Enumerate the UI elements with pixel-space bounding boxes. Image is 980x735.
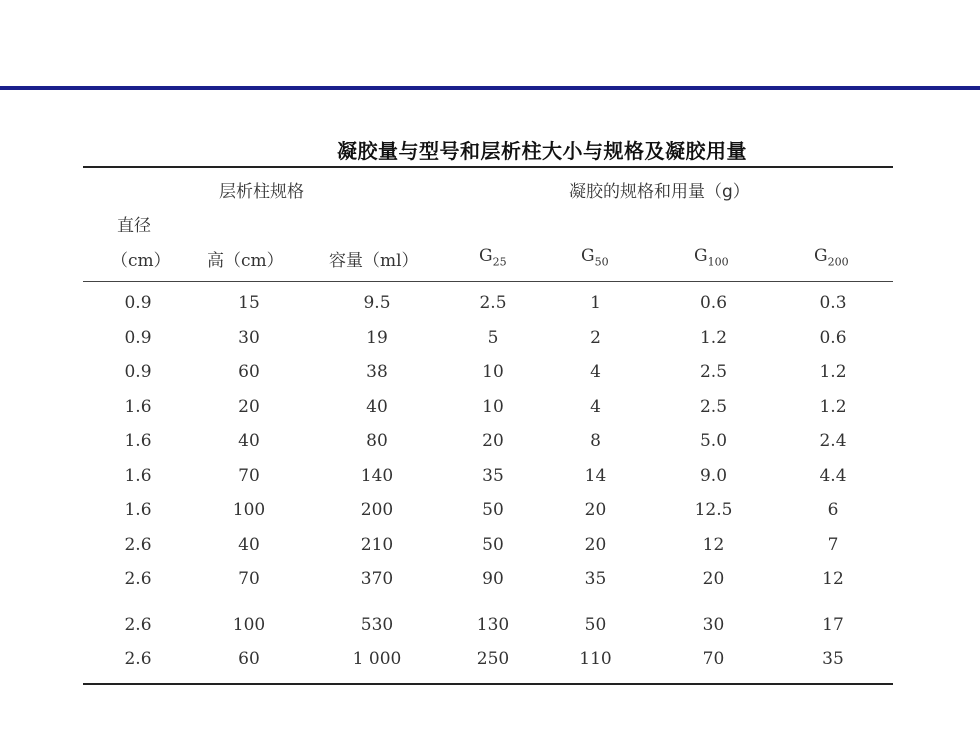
cell-height: 40 bbox=[238, 534, 260, 555]
header-g100-prefix: G bbox=[694, 246, 708, 266]
cell-g100: 20 bbox=[702, 569, 725, 590]
table-row bbox=[83, 642, 893, 677]
cell-g25: 50 bbox=[482, 534, 504, 555]
table-body bbox=[83, 282, 893, 677]
cell-height: 15 bbox=[238, 293, 260, 314]
table-row bbox=[83, 390, 893, 425]
cell-g50: 1 bbox=[590, 293, 601, 314]
cell-g50: 50 bbox=[584, 614, 607, 635]
cell-g25: 90 bbox=[482, 569, 504, 590]
cell-diameter: 1.6 bbox=[124, 500, 152, 521]
cell-height: 40 bbox=[238, 431, 260, 452]
table-bottom-rule bbox=[83, 683, 893, 685]
cell-g200: 12 bbox=[822, 569, 844, 590]
table-row bbox=[83, 424, 893, 459]
cell-diameter: 1.6 bbox=[124, 431, 152, 452]
cell-g100: 2.5 bbox=[699, 362, 728, 383]
cell-g100: 70 bbox=[702, 649, 725, 670]
cell-g100: 2.5 bbox=[699, 396, 728, 417]
cell-g50: 8 bbox=[590, 431, 601, 452]
cell-g50: 110 bbox=[579, 649, 612, 670]
header-g200-sub: 200 bbox=[827, 255, 849, 269]
header-height: 高（cm） bbox=[207, 251, 284, 271]
top-accent-rule bbox=[0, 86, 980, 90]
cell-diameter: 1.6 bbox=[124, 396, 152, 417]
cell-height: 60 bbox=[238, 649, 260, 670]
cell-g200: 17 bbox=[822, 614, 844, 635]
header-g50 bbox=[581, 246, 609, 268]
table-row bbox=[83, 562, 893, 597]
table-row bbox=[83, 608, 893, 643]
header-g25 bbox=[479, 246, 507, 268]
cell-g100: 0.6 bbox=[699, 293, 728, 314]
table-row bbox=[83, 286, 893, 321]
cell-g100: 30 bbox=[702, 614, 725, 635]
cell-g25: 2.5 bbox=[479, 293, 507, 314]
cell-diameter: 0.9 bbox=[124, 327, 152, 348]
cell-volume: 370 bbox=[360, 569, 394, 590]
cell-g50: 4 bbox=[590, 362, 601, 383]
cell-g25: 50 bbox=[482, 500, 504, 521]
cell-height: 70 bbox=[238, 569, 260, 590]
cell-height: 100 bbox=[232, 500, 266, 521]
cell-volume: 530 bbox=[360, 614, 394, 635]
cell-g200: 0.3 bbox=[819, 293, 847, 314]
cell-g50: 14 bbox=[584, 465, 607, 486]
cell-diameter: 2.6 bbox=[124, 649, 152, 670]
cell-g100: 1.2 bbox=[699, 327, 728, 348]
cell-g100: 12 bbox=[702, 534, 725, 555]
header-diameter-line1: 直径 bbox=[117, 216, 151, 236]
cell-g50: 35 bbox=[584, 569, 607, 590]
cell-g25: 130 bbox=[476, 614, 510, 635]
cell-height: 70 bbox=[238, 465, 260, 486]
header-group-gel-spec: 凝胶的规格和用量（g） bbox=[569, 182, 750, 202]
cell-height: 20 bbox=[238, 396, 260, 417]
cell-volume: 210 bbox=[360, 534, 394, 555]
header-diameter-line2: （cm） bbox=[111, 251, 171, 271]
cell-height: 30 bbox=[238, 327, 260, 348]
cell-g50: 2 bbox=[590, 327, 601, 348]
cell-diameter: 0.9 bbox=[124, 362, 152, 383]
cell-height: 100 bbox=[232, 614, 266, 635]
cell-g25: 35 bbox=[482, 465, 504, 486]
table-header bbox=[83, 168, 893, 281]
cell-g200: 6 bbox=[827, 500, 839, 521]
cell-g50: 20 bbox=[584, 534, 607, 555]
cell-g200: 35 bbox=[822, 649, 844, 670]
header-volume: 容量（ml） bbox=[329, 251, 419, 271]
table-row bbox=[83, 459, 893, 494]
cell-g25: 10 bbox=[482, 362, 504, 383]
cell-diameter: 2.6 bbox=[124, 614, 152, 635]
cell-g25: 5 bbox=[487, 327, 499, 348]
cell-g50: 4 bbox=[590, 396, 601, 417]
cell-g100: 5.0 bbox=[699, 431, 728, 452]
cell-volume: 19 bbox=[366, 327, 388, 348]
cell-g200: 1.2 bbox=[819, 396, 847, 417]
header-g200 bbox=[814, 246, 849, 268]
cell-g200: 1.2 bbox=[819, 362, 847, 383]
cell-g100: 12.5 bbox=[694, 500, 733, 521]
header-g100 bbox=[694, 246, 729, 268]
cell-volume: 1 000 bbox=[352, 649, 402, 670]
table-row bbox=[83, 493, 893, 528]
cell-diameter: 1.6 bbox=[124, 465, 152, 486]
cell-g200: 2.4 bbox=[819, 431, 847, 452]
header-g100-sub: 100 bbox=[707, 255, 729, 269]
table-row bbox=[83, 321, 893, 356]
cell-g50: 20 bbox=[584, 500, 607, 521]
cell-diameter: 2.6 bbox=[124, 534, 152, 555]
cell-volume: 40 bbox=[366, 396, 388, 417]
cell-volume: 80 bbox=[366, 431, 388, 452]
cell-g200: 0.6 bbox=[819, 327, 847, 348]
cell-g200: 4.4 bbox=[819, 465, 847, 486]
cell-volume: 200 bbox=[360, 500, 394, 521]
header-g200-prefix: G bbox=[814, 246, 828, 266]
cell-g100: 9.0 bbox=[699, 465, 728, 486]
table-row bbox=[83, 528, 893, 563]
table-row bbox=[83, 355, 893, 390]
cell-diameter: 2.6 bbox=[124, 569, 152, 590]
table-title: 凝胶量与型号和层析柱大小与规格及凝胶用量 bbox=[337, 139, 747, 163]
cell-volume: 38 bbox=[366, 362, 388, 383]
header-g50-prefix: G bbox=[581, 246, 595, 266]
header-g25-prefix: G bbox=[479, 246, 493, 266]
header-group-column-spec: 层析柱规格 bbox=[219, 182, 304, 202]
gel-usage-table bbox=[83, 166, 893, 685]
header-g25-sub: 25 bbox=[492, 255, 507, 269]
cell-volume: 9.5 bbox=[363, 293, 391, 314]
cell-g25: 10 bbox=[482, 396, 504, 417]
cell-height: 60 bbox=[238, 362, 260, 383]
cell-g200: 7 bbox=[827, 534, 839, 555]
cell-g25: 250 bbox=[476, 649, 510, 670]
cell-volume: 140 bbox=[360, 465, 394, 486]
cell-diameter: 0.9 bbox=[124, 293, 152, 314]
header-g50-sub: 50 bbox=[594, 255, 609, 269]
cell-g25: 20 bbox=[482, 431, 504, 452]
